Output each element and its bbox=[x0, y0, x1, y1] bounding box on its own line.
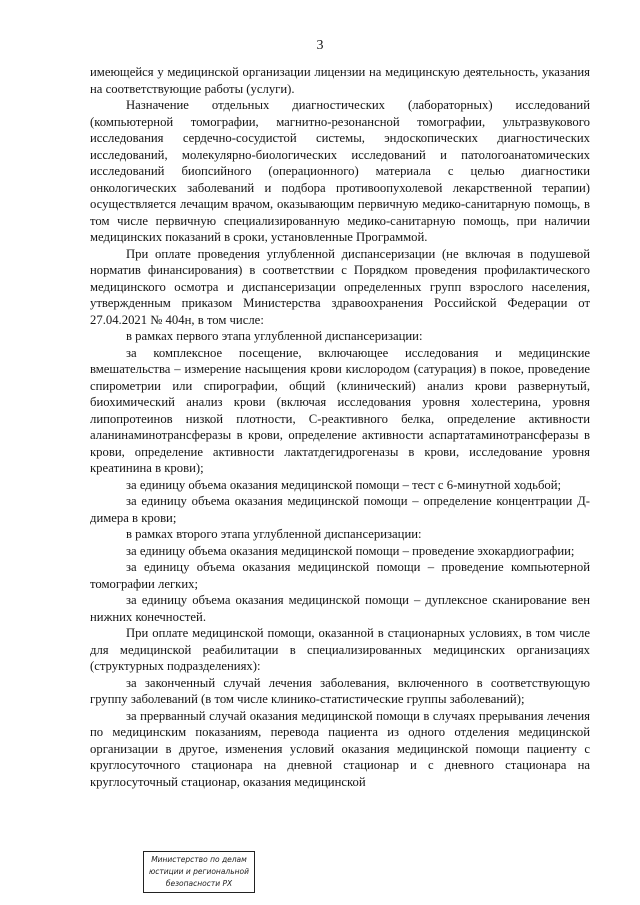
paragraph: При оплате медицинской помощи, оказанной в стационарных условиях, в том числе для медицинской реабилитации в специализированных медицинских организациях (структурных подразделениях): bbox=[90, 626, 590, 673]
paragraph: за единицу объема оказания медицинской помощи – проведение компьютерной томографии легких; bbox=[90, 560, 590, 591]
paragraph: за единицу объема оказания медицинской помощи – дуплексное сканирование вен нижних конечностей. bbox=[90, 593, 590, 624]
registration-stamp bbox=[143, 851, 255, 893]
stamp-line: безопасности РХ bbox=[165, 879, 233, 888]
paragraph: за прерванный случай оказания медицинской помощи в случаях прерывания лечения по медицинским показаниям, перевода пациента из одного отделения медицинской организации в другое, изменения условий оказания медицинской помощи пациенту с круглосуточного стационара на дневной стационар и с дневного стационара на круглосуточный стационар, оказания медицинской bbox=[90, 708, 590, 789]
paragraph: за единицу объема оказания медицинской помощи – проведение эхокардиографии; bbox=[126, 543, 575, 558]
stamp-line: Министерство по делам bbox=[151, 855, 247, 864]
stamp-line: юстиции и региональной bbox=[148, 867, 250, 876]
paragraph: имеющейся у медицинской организации лицензии на медицинскую деятельность, указания на соответствующие работы (услуги). bbox=[90, 65, 590, 96]
paragraph: за единицу объема оказания медицинской помощи – определение концентрации Д-димера в крови; bbox=[90, 494, 590, 525]
document-body bbox=[90, 64, 590, 790]
paragraph: При оплате проведения углубленной диспансеризации (не включая в подушевой норматив финансирования) в соответствии с Порядком проведения профилактического медицинского осмотра и диспансеризации определенных групп взрослого населения, утвержденным приказом Министерства здравоохранения Российской Федерации от 27.04.2021 № 404н, в том числе: bbox=[90, 246, 590, 327]
paragraph: за единицу объема оказания медицинской помощи – тест с 6-минутной ходьбой; bbox=[126, 477, 562, 492]
paragraph: в рамках первого этапа углубленной диспансеризации: bbox=[126, 329, 423, 343]
paragraph: за комплексное посещение, включающее исследования и медицинские вмешательства – измерение насыщения крови кислородом (сатурация) в покое, проведение спирометрии или спирографии, общий (клинический) анализ крови развернутый, биохимический анализ крови (включая исследования уровня холестерина, уровня липопротеинов низкой плотности, С-реактивного белка, определение активности аланинаминотрансферазы в крови, определение активности аспартатаминотрансферазы в крови, определение активности лактатдегидрогеназы в крови, исследование уровня креатинина в крови); bbox=[90, 345, 590, 475]
paragraph: за законченный случай лечения заболевания, включенного в соответствующую группу заболеваний (в том числе клинико-статистические группы заболеваний); bbox=[90, 675, 590, 706]
paragraph: в рамках второго этапа углубленной диспансеризации: bbox=[126, 527, 422, 541]
page-number: 3 bbox=[316, 38, 324, 53]
paragraph: Назначение отдельных диагностических (лабораторных) исследований (компьютерной томографии, магнитно-резонансной томографии, ультразвукового исследования сердечно-сосудистой системы, эндоскопических диагностических исследований, молекулярно-биологических исследований и патологоанатомических исследований биопсийного (операционного) материала с целью диагностики онкологических заболеваний и подбора противоопухолевой лекарственной терапии) осуществляется лечащим врачом, оказывающим первичную медико-санитарную помощь, в том числе первичную специализированную медико-санитарную помощь, при наличии медицинских показаний в сроки, установленные Программой. bbox=[90, 98, 590, 244]
